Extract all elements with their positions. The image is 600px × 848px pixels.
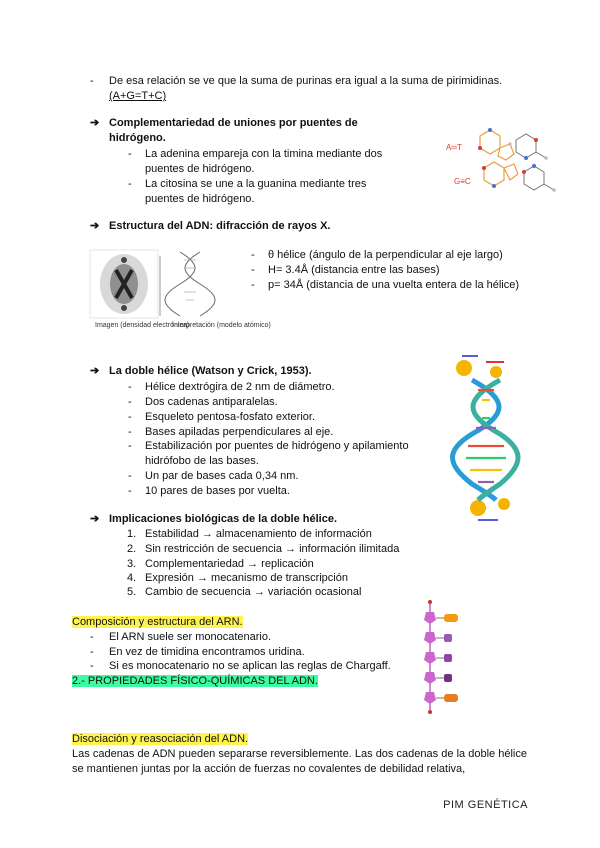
doble-helice-item-7: 10 pares de bases por vuelta. [145,485,290,497]
item-dash: - [128,470,132,482]
arrow-bullet: ➔ [90,220,100,232]
complementariedad-item-1: La adenina empareja con la timina mediante dos puentes de hidrógeno. [145,148,383,175]
caption-model: Interpretación (modelo atómico) [172,322,271,329]
complementariedad-heading: Complementariedad de uniones por puentes de hidrógeno. [109,117,358,144]
item-dash: - [128,148,132,160]
arrow-bullet: ➔ [90,365,100,377]
estructura-item-3: p= 34Å (distancia de una vuelta entera de la hélice) [268,279,520,291]
list-number: 3. [127,558,137,570]
doble-helice-item-2: Dos cadenas antiparalelas. [145,396,278,408]
doble-helice-item-5: Estabilización por puentes de hidrógeno y apilamiento hidrófobo de las bases. [145,440,409,467]
doble-helice-item-4: Bases apiladas perpendiculares al eje. [145,426,334,438]
complementariedad-item-2: La citosina se une a la guanina mediante tres puentes de hidrógeno. [145,178,367,205]
chargaff-formula: (A+G=T+C) [109,90,167,102]
list-number: 2. [127,543,137,555]
implicaciones-heading: Implicaciones biológicas de la doble hélice. [109,513,338,525]
implicaciones-item-3: Complementariedad → replicación [145,558,314,570]
doble-helice-item-6: Un par de bases cada 0,34 nm. [145,470,299,482]
disociacion-subheading: Disociación y reasociación del ADN. [72,733,249,745]
item-dash: - [128,440,132,452]
propiedades-heading: 2.- PROPIEDADES FÍSICO-QUÍMICAS DEL ADN. [72,675,318,687]
list-number: 4. [127,572,137,584]
item-dash: - [251,249,255,261]
item-dash: - [128,485,132,497]
gc-label: G≡C [454,177,471,186]
estructura-heading: Estructura del ADN: difracción de rayos X. [109,220,331,232]
base-pair-figure [420,118,560,198]
arn-item-3: Si es monocatenario no se aplican las reglas de Chargaff. [109,660,391,672]
doble-helice-item-1: Hélice dextrógira de 2 nm de diámetro. [145,381,335,393]
arrow-bullet: ➔ [90,513,100,525]
item-dash: - [128,396,132,408]
implicaciones-item-1: Estabilidad → almacenamiento de información [145,528,372,540]
rna-strand-figure [418,598,468,720]
item-dash: - [128,426,132,438]
implicaciones-item-5: Cambio de secuencia → variación ocasional [145,586,362,598]
footer-label: PIM GENÉTICA [443,799,528,811]
item-dash: - [128,178,132,190]
intro-bullet: De esa relación se ve que la suma de purinas era igual a la suma de pirimidinas. (A+G=T+C) [109,75,503,102]
estructura-item-1: θ hélice (ángulo de la perpendicular al eje largo) [268,249,503,261]
caption-image: Imagen (densidad electrónica) [95,322,190,329]
at-label: A═T [446,143,462,152]
double-helix-figure [452,350,522,525]
arn-item-2: En vez de timidina encontramos uridina. [109,646,305,658]
item-dash: - [251,279,255,291]
item-dash: - [251,264,255,276]
doble-helice-heading: La doble hélice (Watson y Crick, 1953). [109,365,312,377]
arrow-bullet: ➔ [90,117,100,129]
propiedades-paragraph: Las cadenas de ADN pueden separarse reversiblemente. Las dos cadenas de la doble hélice se mantienen juntas por la acción de fuerzas no covalentes de debilidad relativa, [72,748,527,775]
arn-heading: Composición y estructura del ARN. [72,616,243,628]
implicaciones-item-2: Sin restricción de secuencia → información ilimitada [145,543,400,555]
item-dash: - [90,646,94,658]
item-dash: - [128,381,132,393]
item-dash: - [90,660,94,672]
item-dash: - [90,631,94,643]
bullet-dash: - [90,75,94,87]
estructura-item-2: H= 3.4Å (distancia entre las bases) [268,264,440,276]
list-number: 5. [127,586,137,598]
xray-diffraction-figure [90,246,271,338]
implicaciones-item-4: Expresión → mecanismo de transcripción [145,572,348,584]
doble-helice-item-3: Esqueleto pentosa-fosfato exterior. [145,411,315,423]
item-dash: - [128,411,132,423]
arn-item-1: El ARN suele ser monocatenario. [109,631,272,643]
list-number: 1. [127,528,137,540]
